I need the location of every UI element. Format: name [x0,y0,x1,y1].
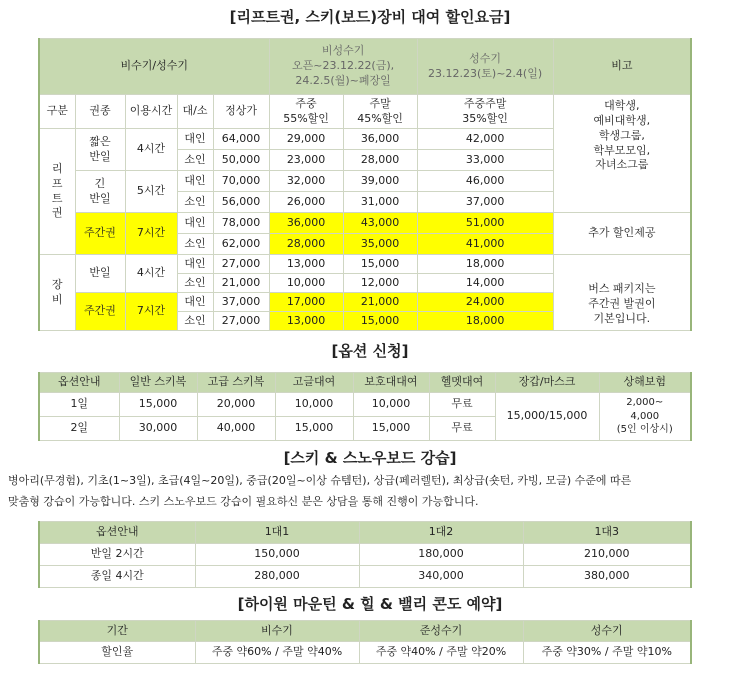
price-cell: 32,000 [269,171,343,192]
col-peak: 주중주말 35%할인 [417,95,553,129]
price-cell: 36,000 [269,213,343,234]
col-size: 대/소 [177,95,213,129]
price-cell: 39,000 [343,171,417,192]
lesson-cell: 180,000 [359,544,523,566]
equip-label: 장 비 [39,255,75,331]
lift-rental-price-table [38,38,692,331]
price-cell: 62,000 [213,234,269,255]
season-header: 비수기/성수기 [39,39,269,95]
price-cell: 27,000 [213,312,269,331]
price-cell: 26,000 [269,192,343,213]
col-gubun: 구분 [39,95,75,129]
condo-header: 준성수기 [359,621,523,642]
lesson-cell: 380,000 [523,566,691,588]
opt-cell: 1일 [39,393,119,417]
size-cell: 대인 [177,171,213,192]
lift-label: 리 프 트 권 [39,129,75,255]
price-cell: 18,000 [417,312,553,331]
price-cell: 42,000 [417,129,553,150]
options-title: [옵션 신청] [331,342,409,360]
ticket-time: 4시간 [125,129,177,171]
lesson-header: 1대1 [195,522,359,544]
price-cell: 37,000 [417,192,553,213]
opt-cell: 무료 [429,417,495,441]
condo-cell: 할인율 [39,642,195,664]
price-cell: 24,000 [417,293,553,312]
price-cell: 18,000 [417,255,553,274]
price-cell: 15,000 [343,312,417,331]
opt-header: 일반 스키복 [119,373,197,393]
equip-time: 4시간 [125,255,177,293]
price-cell: 37,000 [213,293,269,312]
condo-cell: 주중 약40% / 주말 약20% [359,642,523,664]
condo-header: 비수기 [195,621,359,642]
lesson-cell: 150,000 [195,544,359,566]
ticket-time: 7시간 [125,213,177,255]
opt-cell: 10,000 [275,393,353,417]
opt-cell: 15,000 [119,393,197,417]
lesson-header: 옵션안내 [39,522,195,544]
gloves-mask-price: 15,000/15,000 [495,393,599,441]
price-cell: 50,000 [213,150,269,171]
condo-cell: 주중 약60% / 주말 약40% [195,642,359,664]
opt-cell: 30,000 [119,417,197,441]
price-cell: 12,000 [343,274,417,293]
price-cell: 15,000 [343,255,417,274]
ticket-type: 긴 반일 [75,171,125,213]
price-cell: 29,000 [269,129,343,150]
col-weekday: 주중 55%할인 [269,95,343,129]
price-cell: 14,000 [417,274,553,293]
lesson-desc-line2: 맞춤형 강습이 가능합니다. 스키 스노우보드 강습이 필요하신 분은 상담을 통해 진행이 가능합니다. [8,495,479,508]
insurance-price: 2,000~ 4,000 (5인 이상시) [599,393,691,441]
price-cell: 70,000 [213,171,269,192]
price-cell: 23,000 [269,150,343,171]
opt-header: 보호대대여 [353,373,429,393]
lift-rental-title: [리프트권, 스키(보드)장비 대여 할인요금] [229,8,511,26]
ticket-type: 주간권 [75,213,125,255]
price-cell: 51,000 [417,213,553,234]
size-cell: 소인 [177,150,213,171]
price-cell: 41,000 [417,234,553,255]
lesson-desc-line1: 병아리(무경험), 기초(1~3일), 초급(4일~20일), 중급(20일~이상 슈템턴), 상급(페러렐턴), 최상급(숏턴, 카빙, 모글) 수준에 따른 [8,474,632,487]
price-cell: 56,000 [213,192,269,213]
price-cell: 13,000 [269,312,343,331]
size-cell: 대인 [177,255,213,274]
equip-type: 반일 [75,255,125,293]
lesson-header: 1대3 [523,522,691,544]
remark-extra-discount: 추가 할인제공 [553,213,691,255]
lesson-header: 1대2 [359,522,523,544]
peak-header: 성수기 23.12.23(토)~2.4(일) [417,39,553,95]
price-cell: 28,000 [269,234,343,255]
price-cell: 78,000 [213,213,269,234]
opt-cell: 20,000 [197,393,275,417]
price-cell: 21,000 [213,274,269,293]
price-cell: 10,000 [269,274,343,293]
ticket-type: 짧은 반일 [75,129,125,171]
size-cell: 소인 [177,274,213,293]
price-cell: 64,000 [213,129,269,150]
condo-title: [하이원 마운틴 & 힐 & 밸리 콘도 예약] [237,595,503,613]
lesson-cell: 340,000 [359,566,523,588]
opt-header: 옵션안내 [39,373,119,393]
opt-cell: 2일 [39,417,119,441]
nonpeak-header: 비성수기 오픈~23.12.22(금), 24.2.5(월)~폐장일 [269,39,417,95]
col-price: 정상가 [213,95,269,129]
lesson-cell: 210,000 [523,544,691,566]
col-type: 권종 [75,95,125,129]
condo-discount-table [38,620,692,664]
price-cell: 13,000 [269,255,343,274]
opt-cell: 15,000 [353,417,429,441]
ticket-time: 5시간 [125,171,177,213]
size-cell: 대인 [177,293,213,312]
opt-header: 고급 스키복 [197,373,275,393]
equip-time: 7시간 [125,293,177,331]
opt-header: 고글대여 [275,373,353,393]
options-table [38,372,692,441]
lesson-description [8,470,732,512]
lesson-cell: 280,000 [195,566,359,588]
opt-cell: 15,000 [275,417,353,441]
condo-cell: 주중 약30% / 주말 약10% [523,642,691,664]
opt-header: 헬멧대여 [429,373,495,393]
size-cell: 소인 [177,192,213,213]
size-cell: 대인 [177,213,213,234]
opt-header: 상해보험 [599,373,691,393]
price-cell: 36,000 [343,129,417,150]
price-cell: 33,000 [417,150,553,171]
col-weekend: 주말 45%할인 [343,95,417,129]
opt-cell: 40,000 [197,417,275,441]
size-cell: 소인 [177,312,213,331]
lesson-price-table [38,521,692,588]
price-cell: 35,000 [343,234,417,255]
remark-header: 비고 [553,39,691,95]
remark-eligibility: 대학생, 예비대학생, 학생그룹, 학부모모임, 자녀소그룹 [553,95,691,213]
lesson-title: [스키 & 스노우보드 강습] [283,449,457,467]
price-cell: 21,000 [343,293,417,312]
condo-header: 성수기 [523,621,691,642]
price-cell: 27,000 [213,255,269,274]
lesson-cell: 종일 4시간 [39,566,195,588]
price-cell: 46,000 [417,171,553,192]
size-cell: 대인 [177,129,213,150]
opt-cell: 무료 [429,393,495,417]
price-cell: 31,000 [343,192,417,213]
opt-header: 장갑/마스크 [495,373,599,393]
price-cell: 28,000 [343,150,417,171]
lesson-cell: 반일 2시간 [39,544,195,566]
opt-cell: 10,000 [353,393,429,417]
price-cell: 17,000 [269,293,343,312]
price-cell: 43,000 [343,213,417,234]
equip-type: 주간권 [75,293,125,331]
size-cell: 소인 [177,234,213,255]
remark-bus-package: 버스 패키지는 주간권 발권이 기본입니다. [553,255,691,331]
condo-header: 기간 [39,621,195,642]
col-time: 이용시간 [125,95,177,129]
